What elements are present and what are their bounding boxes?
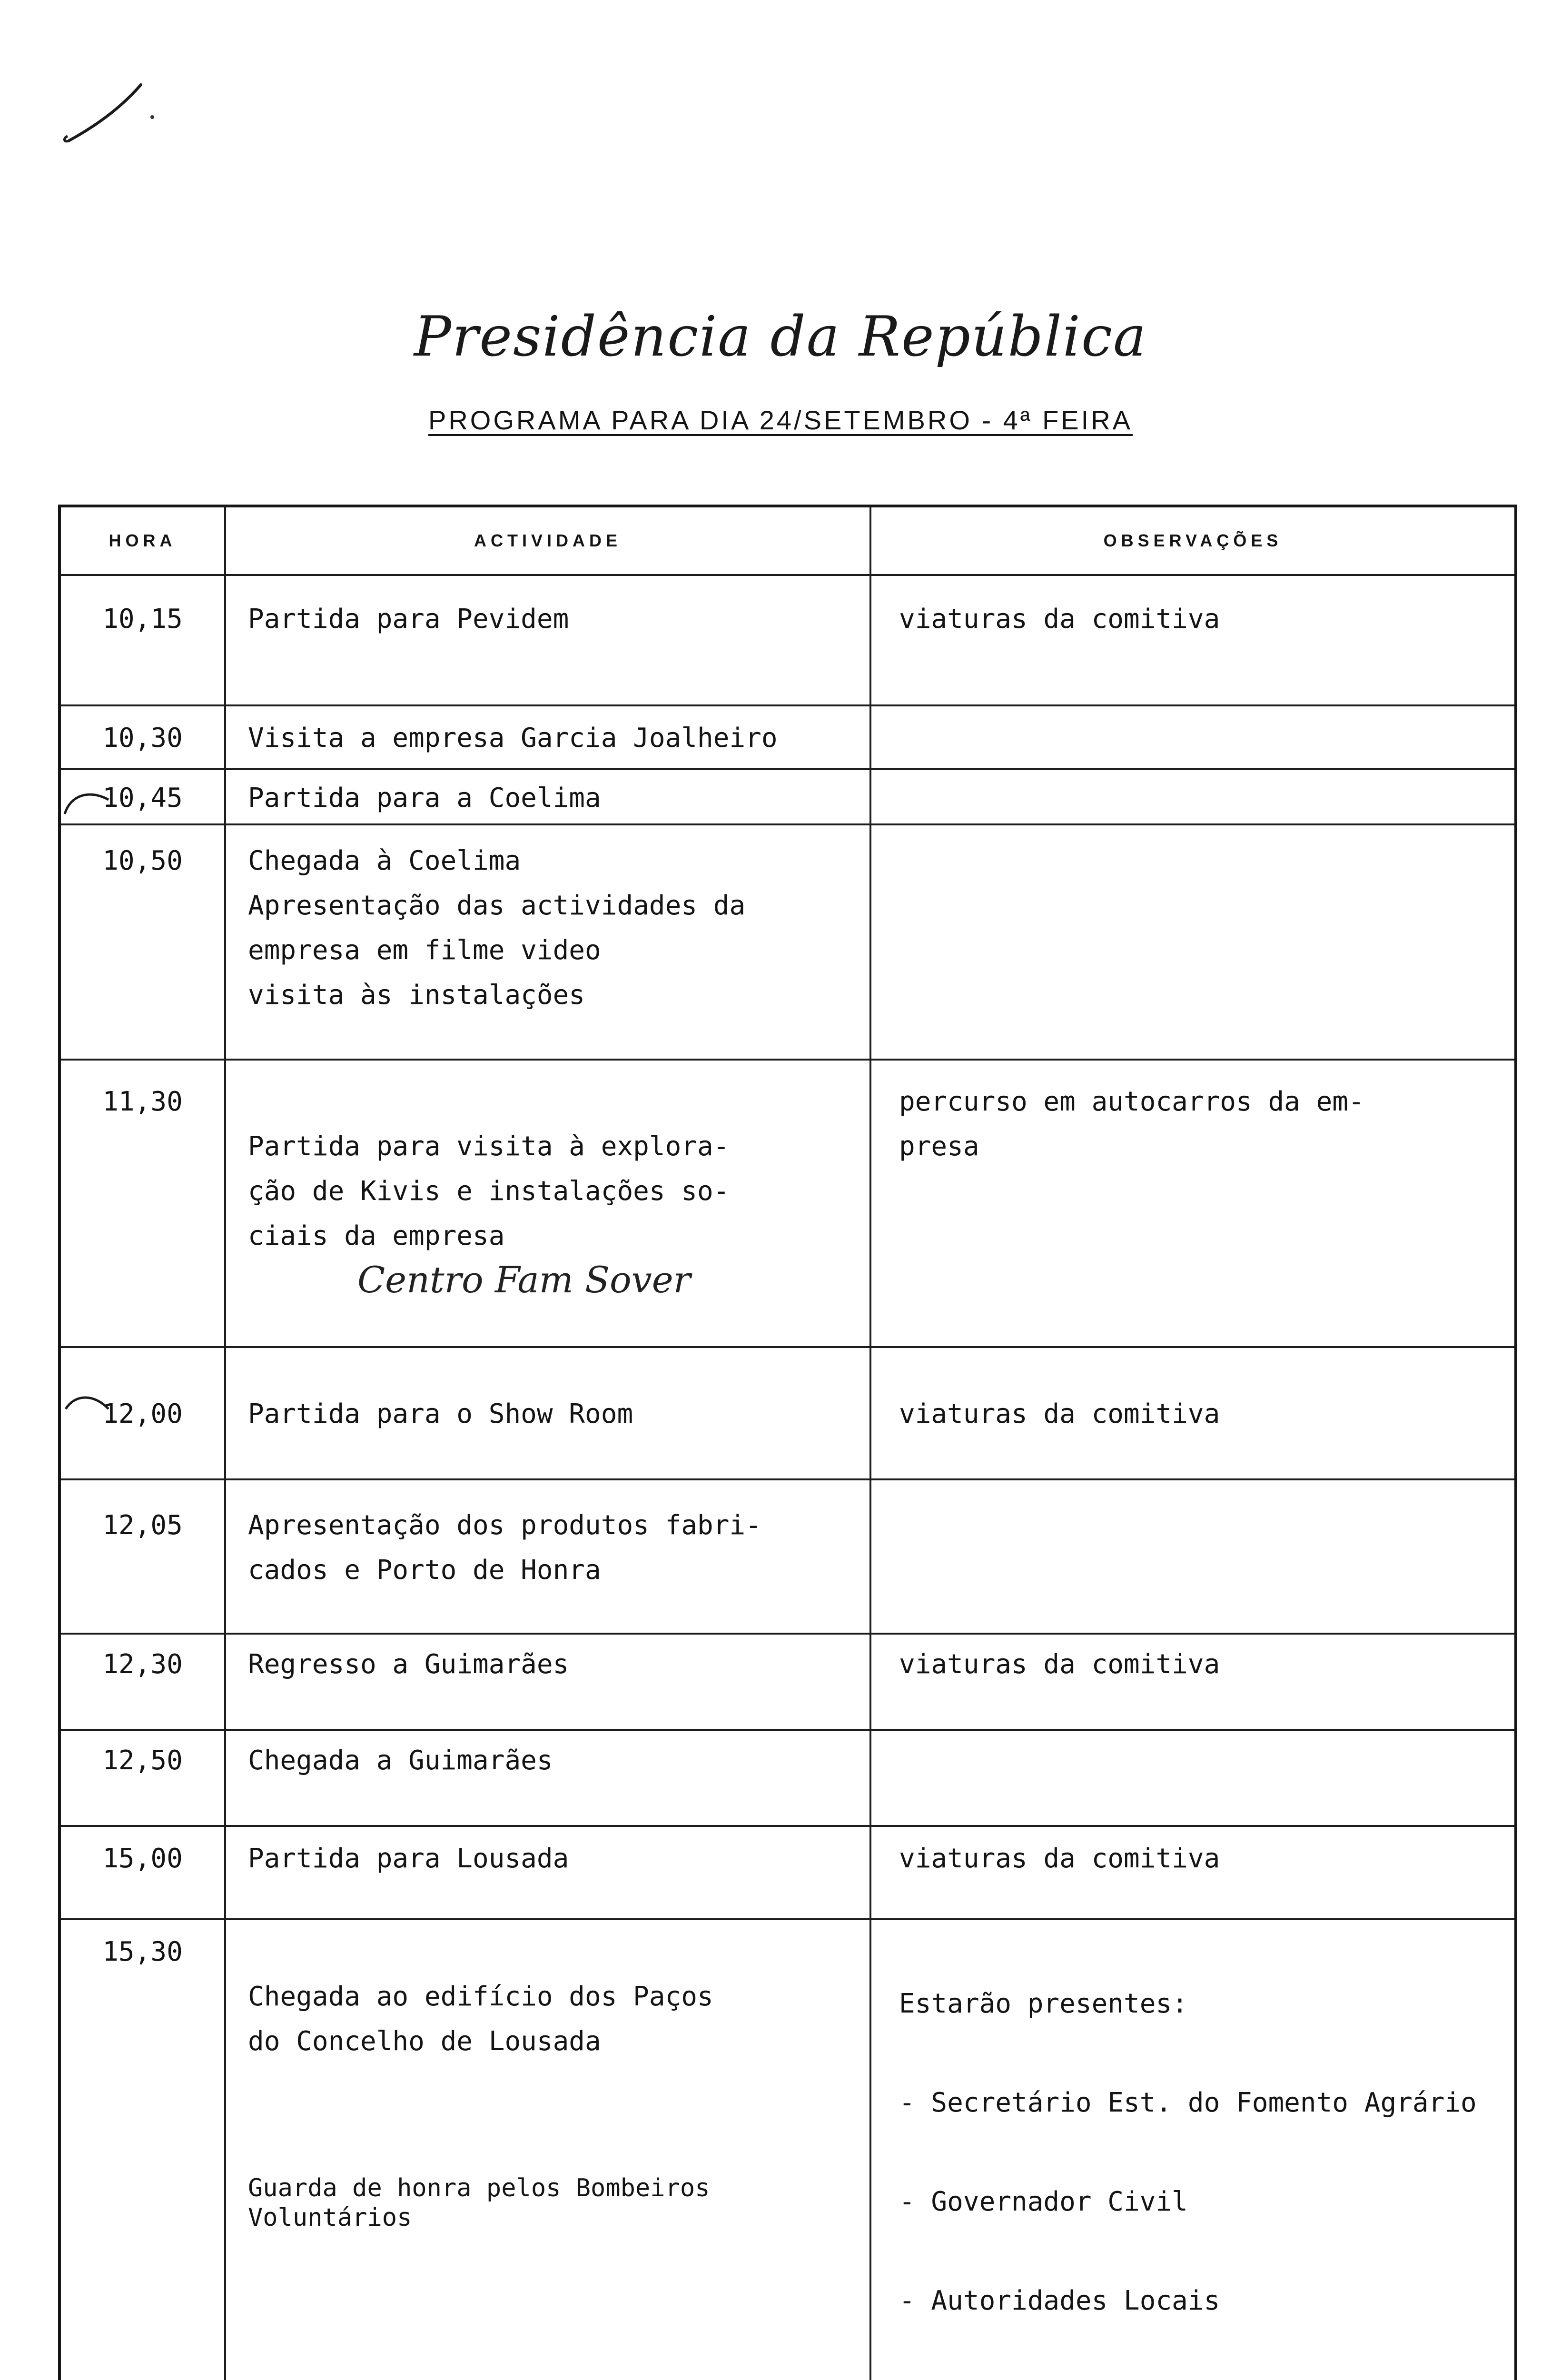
activity-cell: Regresso a Guimarães [225,1634,870,1730]
activity-cell: Partida para Pevidem [225,575,870,705]
program-title [0,405,1561,436]
table-row [59,1919,1516,2380]
table-row [59,1347,1516,1479]
column-header-actividade: ACTIVIDADE [225,506,870,575]
hour-cell: 12,05 [59,1479,225,1634]
table-header-row [59,506,1516,575]
activity-cell: Apresentação dos produtos fabri- cados e Porto de Honra [225,1479,870,1634]
table-row [59,1479,1516,1634]
table-row [59,1634,1516,1730]
table-row [59,575,1516,705]
observations-cell [870,769,1516,824]
hour-cell: 12,00 [59,1347,225,1479]
table-row [59,769,1516,824]
observations-cell [870,824,1516,1060]
hour-cell: 10,45 [59,769,225,824]
observations-cell: viaturas da comitiva [870,1634,1516,1730]
margin-pen-mark [61,781,113,819]
observations-cell [870,1479,1516,1634]
list-item: - Autoridades Locais [899,2285,1220,2316]
activity-cell: Chegada à Coelima Apresentação das actividades da empresa em filme video visita às instalações [225,824,870,1060]
observations-cell: viaturas da comitiva [870,1347,1516,1479]
activity-cell: Partida para Lousada [225,1826,870,1919]
table-row [59,824,1516,1060]
margin-pen-mark [61,1390,113,1423]
hour-cell: 10,50 [59,824,225,1060]
activity-text: Chegada ao edifício dos Paços do Concelho de Lousada [248,1981,713,2057]
table-row [59,1826,1516,1919]
hour-cell: 15,30 [59,1919,225,2380]
hour-cell: 15,00 [59,1826,225,1919]
hour-cell: 12,30 [59,1634,225,1730]
activity-cell: Chegada a Guimarães [225,1730,870,1826]
handwritten-annotation: Centro Fam Sover [357,1259,691,1301]
hour-cell: 11,30 [59,1060,225,1347]
observations-list [899,2029,1492,2375]
activity-text: Partida para visita à explora- ção de Kivis e instalações so- ciais da empresa [248,1131,730,1251]
activity-cell: Partida para a Coelima [225,769,870,824]
activity-cell [225,1919,870,2380]
letterhead-presidencia: Presidência da República [414,305,1147,369]
table-row [59,1730,1516,1826]
table-row [59,705,1516,769]
list-item: - Governador Civil [899,2186,1188,2217]
observations-intro: Estarão presentes: [899,1988,1188,2019]
program-title-text: PROGRAMA PARA DIA 24/SETEMBRO - 4ª FEIRA [428,405,1133,435]
activity-cell: Partida para o Show Room [225,1347,870,1479]
activity-note: Guarda de honra pelos Bombeiros Voluntários [248,2174,710,2232]
table-row [59,1060,1516,1347]
activity-cell: Visita a empresa Garcia Joalheiro [225,705,870,769]
list-item: - Secretário Est. do Fomento Agrário [899,2087,1477,2118]
hour-cell: 10,15 [59,575,225,705]
schedule-table [58,505,1517,2380]
observations-cell [870,1919,1516,2380]
observations-cell: viaturas da comitiva [870,1826,1516,1919]
hour-cell: 12,50 [59,1730,225,1826]
observations-cell: percurso em autocarros da em- presa [870,1060,1516,1347]
observations-cell [870,705,1516,769]
column-header-hora: HORA [59,506,225,575]
handwritten-slash-mark [57,71,171,152]
hour-cell: 10,30 [59,705,225,769]
activity-cell [225,1060,870,1347]
observations-cell [870,1730,1516,1826]
observations-cell: viaturas da comitiva [870,575,1516,705]
column-header-observacoes: OBSERVAÇÕES [870,506,1516,575]
